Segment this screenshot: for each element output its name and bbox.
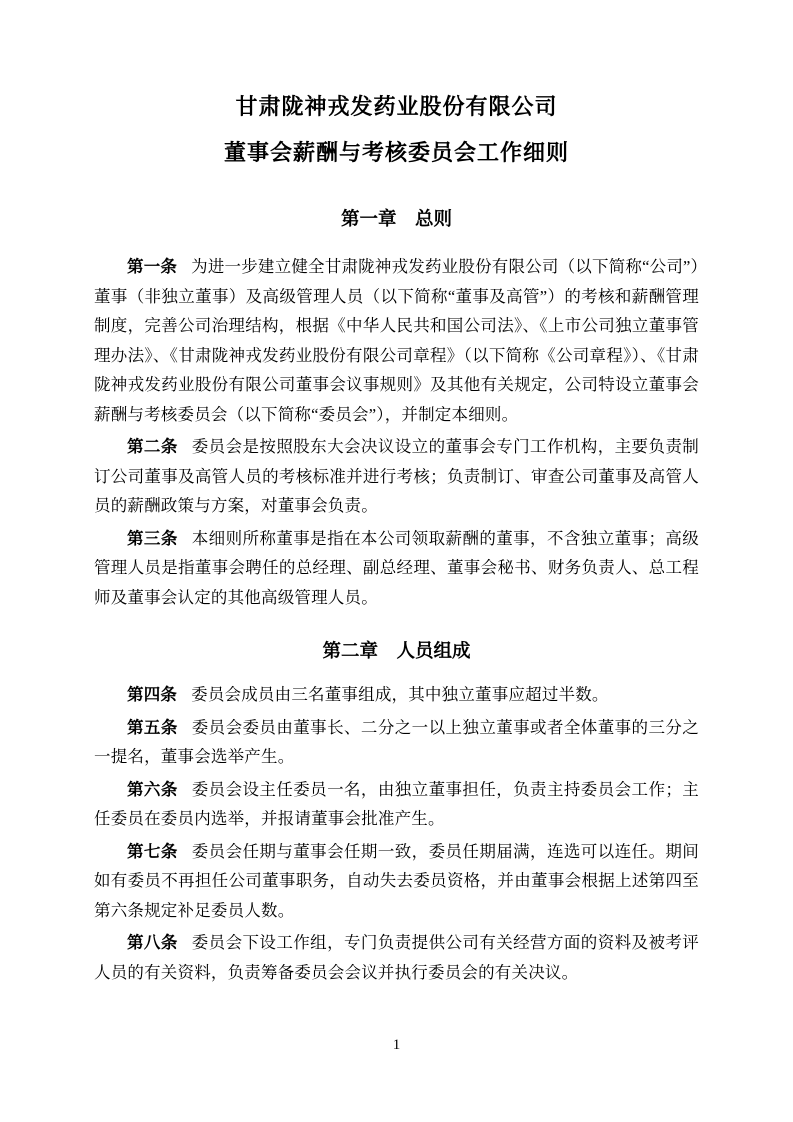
article-number-label: 第二条 — [127, 437, 178, 456]
article-number-label: 第四条 — [127, 685, 178, 704]
article-number-label: 第一条 — [127, 257, 178, 276]
article-text: 委员会任期与董事会任期一致，委员任期届满，连选可以连任。期间如有委员不再担任公司董事职务，自动失去委员资格，并由董事会根据上述第四至第六条规定补足委员人数。 — [94, 841, 699, 920]
article-text: 委员会下设工作组，专门负责提供公司有关经营方面的资料及被考评人员的有关资料，负责筹备委员会会议并执行委员会的有关决议。 — [94, 933, 699, 982]
article-paragraph — [94, 252, 699, 429]
article-text: 为进一步建立健全甘肃陇神戎发药业股份有限公司（以下简称“公司”）董事（非独立董事）及高级管理人员（以下简称“董事及高管”）的考核和薪酬管理制度，完善公司治理结构，根据《中华人民共和国公司法》、《上市公司独立董事管理办法》、《甘肃陇神戎发药业股份有限公司章程》（以下简称《公司章程》）、《甘肃陇神戎发药业股份有限公司董事会议事规则》及其他有关规定，公司特设立董事会薪酬与考核委员会（以下简称“委员会”），并制定本细则。 — [94, 257, 699, 424]
article-paragraph — [94, 432, 699, 521]
article-paragraph — [94, 928, 699, 987]
article-number-label: 第五条 — [127, 717, 178, 737]
article-paragraph — [94, 837, 699, 926]
article-number-label: 第六条 — [127, 779, 178, 799]
article-paragraph — [94, 713, 699, 772]
article-text: 本细则所称董事是指在本公司领取薪酬的董事，不含独立董事；高级管理人员是指董事会聘任的总经理、副总经理、董事会秘书、财务负责人、总工程师及董事会认定的其他高级管理人员。 — [94, 528, 699, 607]
document-body — [94, 204, 699, 987]
article-paragraph — [94, 775, 699, 834]
chapter-heading: 第一章 总则 — [340, 210, 452, 230]
article-text: 委员会成员由三名董事组成，其中独立董事应超过半数。 — [191, 685, 609, 704]
article-paragraph — [94, 680, 699, 710]
article-paragraph — [94, 524, 699, 613]
article-number-label: 第三条 — [127, 528, 178, 548]
chapter-heading: 第二章 人员组成 — [322, 642, 471, 662]
page-number: 1 — [392, 1037, 401, 1053]
article-text: 委员会设主任委员一名，由独立董事担任，负责主持委员会工作；主任委员在委员内选举，并报请董事会批准产生。 — [94, 779, 699, 828]
article-number-label: 第七条 — [127, 841, 178, 861]
document-title-line1: 甘肃陇神戎发药业股份有限公司 — [235, 94, 558, 119]
article-text: 委员会是按照股东大会决议设立的董事会专门工作机构，主要负责制订公司董事及高管人员的考核标准并进行考核；负责制订、审查公司董事及高管人员的薪酬政策与方案，对董事会负责。 — [94, 437, 699, 515]
article-number-label: 第八条 — [127, 933, 178, 952]
document-title-line2: 董事会薪酬与考核委员会工作细则 — [223, 140, 569, 165]
article-text: 委员会委员由董事长、二分之一以上独立董事或者全体董事的三分之一提名，董事会选举产生。 — [94, 717, 699, 766]
